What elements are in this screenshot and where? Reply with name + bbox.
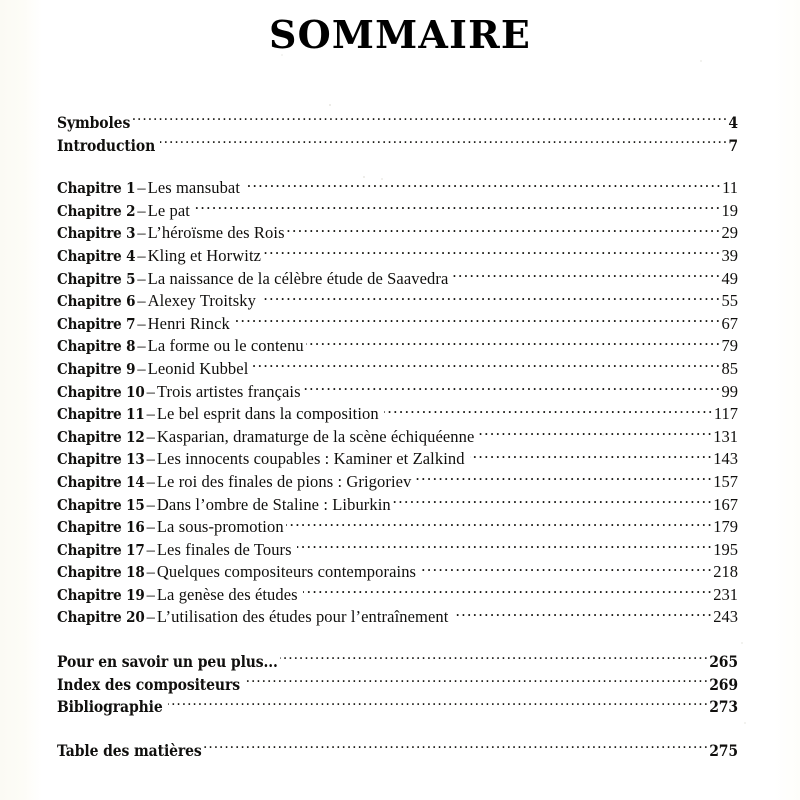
- scan-edge-shadow: [774, 0, 800, 800]
- toc-entry-chapter[interactable]: [57, 222, 738, 245]
- toc-page-number: 167: [713, 494, 738, 514]
- chapter-dash: –: [146, 404, 155, 424]
- toc-entry-chapter[interactable]: [57, 426, 738, 449]
- toc-page-number: 117: [713, 404, 738, 424]
- chapter-dash: –: [146, 426, 155, 446]
- dot-leader: [261, 290, 722, 306]
- toc-entry-chapter[interactable]: [57, 516, 738, 539]
- dot-leader: [245, 674, 709, 690]
- toc-page-number: 275: [709, 740, 738, 760]
- dot-leader: [303, 584, 714, 600]
- scan-speck: [741, 642, 743, 644]
- chapter-title-label: Trois artistes français: [156, 381, 301, 401]
- chapter-title-label: La sous-promotion: [156, 517, 284, 537]
- toc-entry[interactable]: [57, 112, 738, 135]
- toc-page-number: 19: [721, 200, 738, 220]
- chapter-number-label: Chapitre 12: [57, 427, 145, 446]
- chapter-title-label: Henri Rinck: [147, 313, 230, 333]
- dot-leader: [204, 740, 710, 756]
- chapter-number-label: Chapitre 15: [57, 495, 145, 514]
- chapter-number-label: Chapitre 7: [57, 314, 136, 333]
- chapter-number-label: Chapitre 10: [57, 382, 145, 401]
- toc-page-number: 265: [709, 652, 738, 672]
- dot-leader: [168, 696, 710, 712]
- chapter-title-label: L’héroïsme des Rois: [147, 223, 285, 243]
- dot-leader: [132, 112, 728, 128]
- toc-page-number: 85: [721, 358, 738, 378]
- toc-entry-chapter[interactable]: [57, 335, 738, 358]
- chapter-dash: –: [146, 517, 155, 537]
- chapter-number-label: Chapitre 16: [57, 518, 145, 537]
- toc-entry[interactable]: [57, 674, 738, 697]
- toc-entry-chapter[interactable]: [57, 177, 738, 200]
- dot-leader: [303, 381, 722, 397]
- dot-leader: [470, 448, 714, 464]
- toc-entry-label: Introduction: [57, 135, 156, 155]
- dot-leader: [297, 539, 714, 555]
- dot-leader: [160, 135, 728, 151]
- chapter-dash: –: [137, 336, 146, 356]
- dot-leader: [416, 471, 713, 487]
- toc-page-number: 231: [713, 584, 738, 604]
- dot-leader: [393, 494, 713, 510]
- chapter-title-label: La genèse des études: [156, 584, 298, 604]
- toc-page-number: 11: [722, 178, 738, 198]
- chapter-title-label: Les innocents coupables : Kaminer et Zalkind: [156, 449, 465, 469]
- chapter-number-label: Chapitre 5: [57, 269, 136, 288]
- dot-leader: [263, 245, 721, 261]
- chapter-number-label: Chapitre 4: [57, 246, 136, 265]
- scan-speck: [700, 60, 702, 62]
- toc-entry-chapter[interactable]: [57, 358, 738, 381]
- toc-section-chapters: [57, 177, 738, 629]
- toc-page-number: 7: [728, 135, 738, 155]
- toc-entry-chapter[interactable]: [57, 290, 738, 313]
- chapter-dash: –: [146, 584, 155, 604]
- toc-entry-chapter[interactable]: [57, 448, 738, 471]
- toc-entry[interactable]: [57, 740, 738, 763]
- chapter-number-label: Chapitre 19: [57, 585, 145, 604]
- chapter-number-label: Chapitre 8: [57, 337, 136, 356]
- toc-page-number: 195: [713, 539, 738, 559]
- chapter-dash: –: [137, 268, 146, 288]
- chapter-dash: –: [137, 358, 146, 378]
- chapter-dash: –: [137, 200, 146, 220]
- scan-speck: [329, 104, 331, 106]
- chapter-dash: –: [146, 539, 155, 559]
- chapter-number-label: Chapitre 2: [57, 201, 136, 220]
- toc-page-number: 29: [721, 223, 738, 243]
- toc-entry-label: Index des compositeurs: [57, 674, 240, 694]
- toc-section-back-matter: [57, 651, 738, 719]
- chapter-number-label: Chapitre 9: [57, 359, 136, 378]
- toc-section-end-matter: [57, 740, 738, 763]
- chapter-number-label: Chapitre 6: [57, 292, 136, 311]
- toc-entry[interactable]: [57, 135, 738, 158]
- dot-leader: [384, 403, 714, 419]
- toc-page-number: 273: [709, 697, 738, 717]
- toc-entry-chapter[interactable]: [57, 606, 738, 629]
- toc-entry-label: Table des matières: [57, 740, 202, 760]
- chapter-dash: –: [146, 562, 155, 582]
- chapter-title-label: Kasparian, dramaturge de la scène échiquéenne: [156, 426, 475, 446]
- toc-entry-chapter[interactable]: [57, 539, 738, 562]
- chapter-dash: –: [137, 313, 146, 333]
- toc-entry-chapter[interactable]: [57, 494, 738, 517]
- chapter-title-label: Leonid Kubbel: [147, 358, 249, 378]
- toc-page-number: 131: [713, 426, 738, 446]
- toc-page-number: 269: [709, 674, 738, 694]
- toc-entry-label: Symboles: [57, 113, 131, 132]
- chapter-title-label: L’utilisation des études pour l’entraînement: [156, 607, 449, 627]
- chapter-number-label: Chapitre 18: [57, 563, 145, 582]
- toc-page-number: 99: [721, 381, 738, 401]
- dot-leader: [421, 561, 713, 577]
- toc-entry-label: Pour en savoir un peu plus...: [57, 652, 278, 672]
- dot-leader: [453, 606, 713, 622]
- chapter-number-label: Chapitre 14: [57, 472, 145, 491]
- scan-gutter-shadow: [0, 0, 42, 800]
- dot-leader: [287, 222, 722, 238]
- chapter-title-label: Le roi des finales de pions : Grigoriev: [156, 471, 412, 491]
- dot-leader: [280, 651, 709, 667]
- toc-page-number: 39: [721, 245, 738, 265]
- dot-leader: [286, 516, 714, 532]
- toc-page-number: 4: [728, 113, 738, 132]
- chapter-dash: –: [137, 245, 146, 265]
- chapter-title-label: La naissance de la célèbre étude de Saavedra: [147, 268, 449, 288]
- toc-entry-label: Bibliographie: [57, 697, 163, 717]
- toc-entry-chapter[interactable]: [57, 403, 738, 426]
- toc-entry-chapter[interactable]: [57, 268, 738, 291]
- page-title: SOMMAIRE: [268, 12, 532, 57]
- chapter-dash: –: [146, 381, 155, 401]
- chapter-dash: –: [146, 607, 155, 627]
- toc-entry[interactable]: [57, 696, 738, 719]
- chapter-title-label: Kling et Horwitz: [147, 245, 262, 265]
- toc-entry-chapter[interactable]: [57, 471, 738, 494]
- chapter-title-label: Les mansubat: [147, 178, 241, 198]
- chapter-number-label: Chapitre 17: [57, 540, 145, 559]
- chapter-dash: –: [146, 471, 155, 491]
- chapter-title-label: Le pat: [147, 200, 190, 220]
- chapter-number-label: Chapitre 13: [57, 450, 145, 469]
- chapter-dash: –: [137, 223, 146, 243]
- dot-leader: [235, 313, 722, 329]
- chapter-number-label: Chapitre 20: [57, 608, 145, 627]
- chapter-number-label: Chapitre 1: [57, 179, 136, 198]
- toc-entry-chapter[interactable]: [57, 381, 738, 404]
- toc-section-front-matter: [57, 112, 738, 157]
- table-of-contents: [57, 112, 738, 762]
- dot-leader: [253, 358, 721, 374]
- chapter-title-label: Le bel esprit dans la composition: [156, 404, 379, 424]
- dot-leader: [479, 426, 713, 442]
- chapter-dash: –: [137, 291, 146, 311]
- chapter-dash: –: [146, 449, 155, 469]
- toc-entry-chapter[interactable]: [57, 561, 738, 584]
- dot-leader: [195, 200, 722, 216]
- toc-page-number: 79: [721, 336, 738, 356]
- chapter-title-label: Dans l’ombre de Staline : Liburkin: [156, 494, 391, 514]
- chapter-dash: –: [146, 494, 155, 514]
- toc-page-number: 49: [721, 268, 738, 288]
- toc-page-number: 179: [713, 517, 738, 537]
- chapter-title-label: Les finales de Tours: [156, 539, 292, 559]
- dot-leader: [245, 177, 722, 193]
- dot-leader: [306, 335, 722, 351]
- toc-page-number: 67: [721, 313, 738, 333]
- toc-entry-chapter[interactable]: [57, 584, 738, 607]
- dot-leader: [450, 268, 721, 284]
- chapter-number-label: Chapitre 3: [57, 224, 136, 243]
- toc-entry-chapter[interactable]: [57, 245, 738, 268]
- toc-entry-chapter[interactable]: [57, 200, 738, 223]
- scan-speck: [744, 722, 746, 724]
- chapter-number-label: Chapitre 11: [57, 405, 145, 424]
- chapter-dash: –: [137, 178, 146, 198]
- toc-page-number: 55: [721, 291, 738, 311]
- toc-page-number: 243: [713, 607, 738, 627]
- toc-entry-chapter[interactable]: [57, 313, 738, 336]
- chapter-title-label: Alexey Troitsky: [147, 291, 256, 311]
- chapter-title-label: La forme ou le contenu: [147, 336, 304, 356]
- toc-entry[interactable]: [57, 651, 738, 674]
- chapter-title-label: Quelques compositeurs contemporains: [156, 562, 417, 582]
- toc-page-number: 143: [713, 449, 738, 469]
- toc-page-number: 157: [713, 471, 738, 491]
- toc-page-number: 218: [713, 562, 738, 582]
